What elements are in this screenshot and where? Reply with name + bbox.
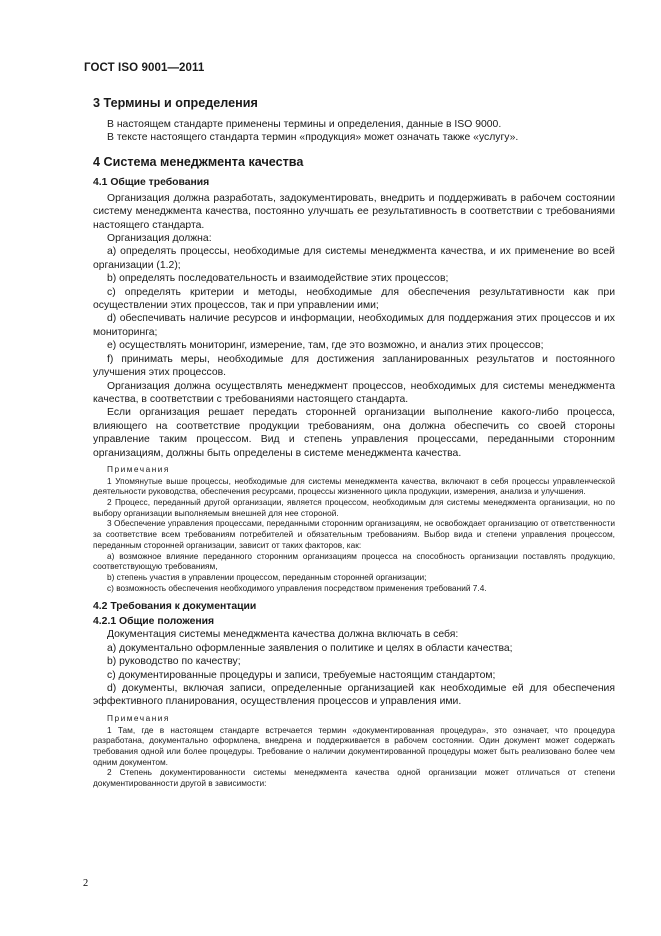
note-item: b) степень участия в управлении процессом, переданным сторонней организации; [107, 571, 427, 582]
section-4-2-1-title: 4.2.1 Общие положения [93, 616, 215, 628]
list-item: f) принимать меры, необходимые для достижения запланированных результатов и постоянного улучшения этих процессов. [93, 353, 615, 379]
note-item: 1 Упомянутые выше процессы, необходимые для системы менеджмента качества, включают в себя процессы управленческой деятельности руководства, обеспечения ресурсами, процессы жизненного цикла продукции, измерения, анализа и улучшения. [93, 475, 615, 497]
note-item: 2 Процесс, переданный другой организации, является процессом, необходимым для системы менеджмента организации, но по выбору организации выполняемым внешней для нее стороной. [93, 497, 615, 518]
notes-heading: Примечания [107, 712, 170, 723]
note-item: 3 Обеспечение управления процессами, переданными сторонним организациям, не освобождает организацию от ответственности за соответствие всем требованиям потребителей и обязательным требованиям. Выбор вида и степени управления процессом, переданным сторонней организации, зависит от таких факторов, как: [93, 518, 615, 550]
notes-heading: Примечания [107, 463, 170, 474]
list-item: b) определять последовательность и взаимодействие этих процессов; [107, 273, 449, 285]
list-item: а) определять процессы, необходимые для системы менеджмента качества, и их применение во всей организации (1.2); [93, 246, 615, 271]
notes-block [93, 464, 615, 593]
page-number: 2 [83, 878, 89, 889]
list-item: b) руководство по качеству; [107, 656, 241, 668]
notes-block [93, 713, 615, 789]
paragraph: Документация системы менеджмента качества должна включать в себя: [107, 629, 459, 641]
section-3-paragraph: В настоящем стандарте применены термины и определения, данные в ISO 9000. [107, 119, 502, 130]
list-item: а) документально оформленные заявления о политике и целях в области качества; [107, 642, 513, 654]
note-item: c) возможность обеспечения необходимого управления посредством применения требований 7.4. [107, 582, 487, 593]
section-4-1-title: 4.1 Общие требования [93, 176, 210, 188]
paragraph: Если организация решает передать сторонней организации выполнение какого-либо процесса, влияющего на соответствие продукции требованиям, она должна обеспечить со своей стороны управление таким процессом. Вид и степень управления процессами, переданными сторонним организациям, должны быть определены в системе менеджмента качества. [93, 407, 615, 459]
note-item: 1 Там, где в настоящем стандарте встречается термин «документированная процедура», это означает, что процедура разработана, документально оформлена, внедрена и поддерживается в рабочем состоянии. Один документ может содержать требования одной или более процедуры. Требование о наличии документированной процедуры может быть реализовано более чем одним документом. [93, 724, 615, 767]
section-3-title: 3 Термины и определения [93, 96, 258, 110]
list-item: d) обеспечивать наличие ресурсов и информации, необходимых для поддержания этих процессов и их мониторинга; [93, 313, 615, 338]
paragraph: Организация должна осуществлять менеджмент процессов, необходимых для системы менеджмента качества, в соответствии с требованиями настоящего стандарта. [93, 380, 615, 405]
note-item: 2 Степень документированности системы менеджмента качества одной организации может отличаться от степени документированности другой в зависимости: [93, 767, 615, 789]
note-item: а) возможное влияние переданного сторонним организациям процесса на способность организации поставлять продукцию, соответствующую требованиям, [93, 550, 615, 572]
paragraph: Организация должна: [107, 233, 212, 245]
list-item: d) документы, включая записи, определенные организацией как необходимые ей для обеспечения эффективного планирования, осуществления процессов и управления ими. [93, 683, 615, 708]
section-4-2-title: 4.2 Требования к документации [93, 601, 257, 613]
paragraph: Организация должна разработать, задокументировать, внедрить и поддерживать в рабочем состоянии систему менеджмента качества, постоянно улучшать ее результативность в соответствии с требованиями настоящего стандарта. [93, 192, 615, 231]
list-item: c) определять критерии и методы, необходимые для обеспечения результативности как при осуществлении этих процессов, так и при управлении ими; [93, 286, 615, 312]
section-4-title: 4 Система менеджмента качества [93, 154, 304, 169]
list-item: e) осуществлять мониторинг, измерение, там, где это возможно, и анализ этих процессов; [107, 340, 544, 352]
list-item: c) документированные процедуры и записи, требуемые настоящим стандартом; [107, 669, 496, 681]
document-header: ГОСТ ISO 9001—2011 [84, 62, 205, 74]
section-3-paragraph: В тексте настоящего стандарта термин «продукция» может означать также «услугу». [107, 132, 519, 144]
